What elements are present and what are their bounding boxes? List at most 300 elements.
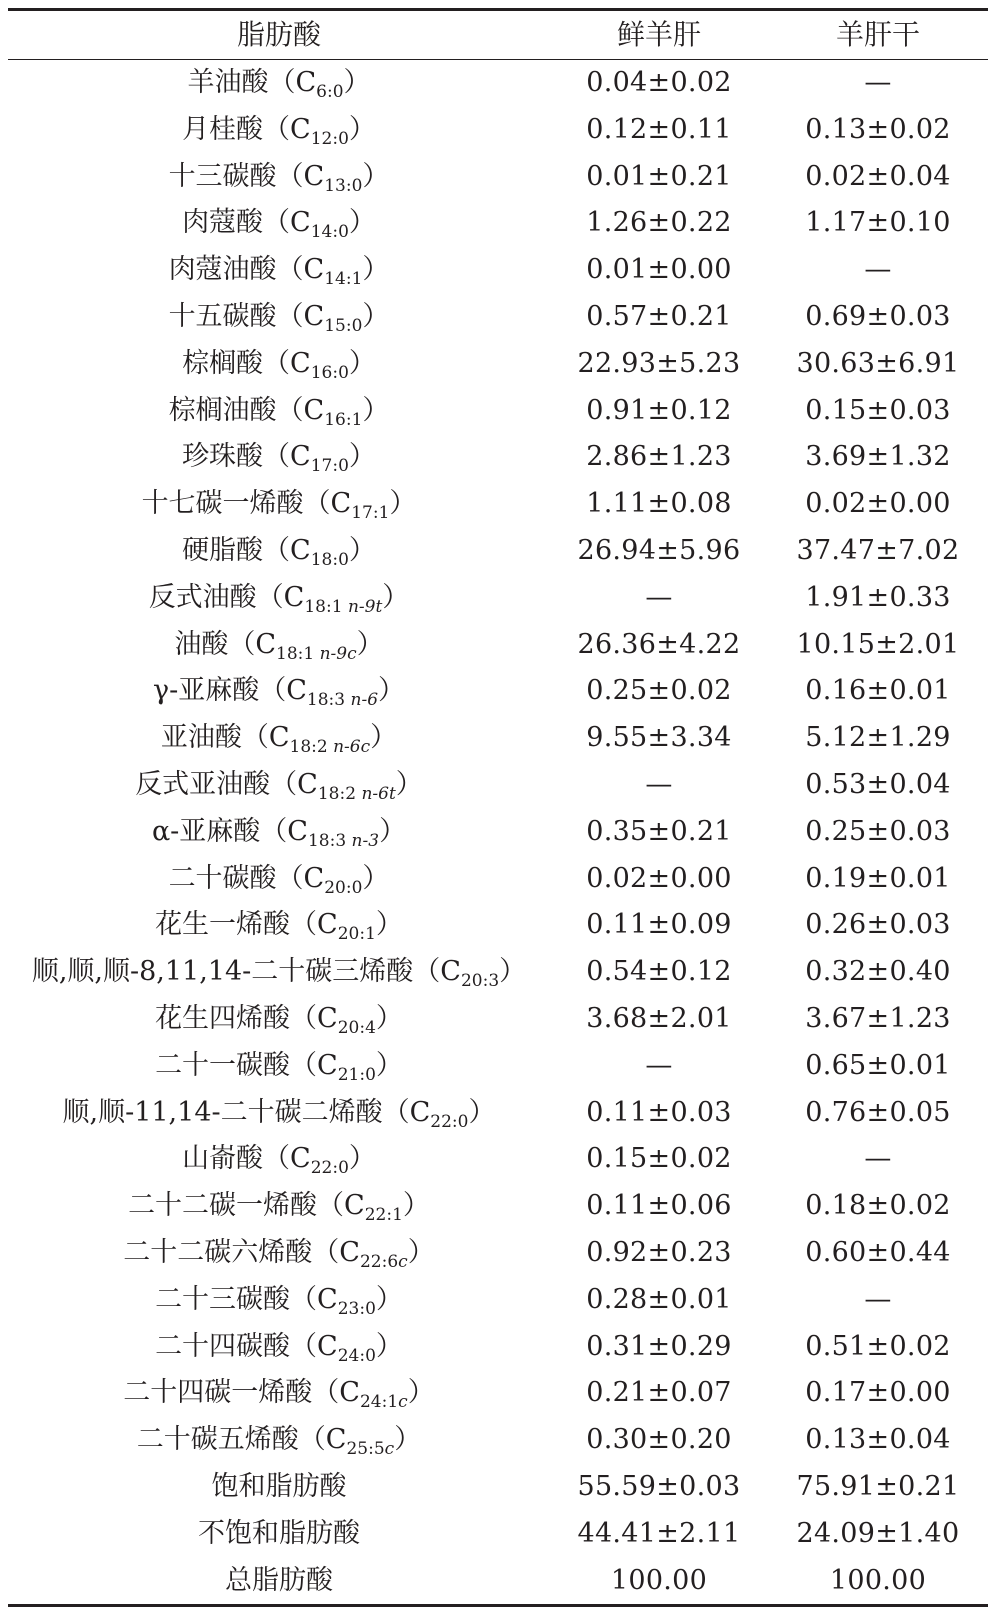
formula-subscript	[460, 956, 500, 992]
fatty-acid-name-cell	[8, 1370, 550, 1417]
formula-sub	[338, 924, 376, 944]
formula-sub-number: 20:1	[337, 924, 376, 945]
closing-paren: ）	[348, 1143, 376, 1175]
formula-sub-number: 16:1	[324, 409, 363, 430]
table-row	[8, 200, 988, 247]
formula-sub	[338, 1018, 376, 1038]
closing-paren: ）	[395, 768, 423, 800]
dried-liver-value: 0.15±0.03	[805, 394, 951, 426]
fresh-liver-value: 1.11±0.08	[586, 488, 732, 520]
closing-paren: ）	[348, 441, 376, 473]
fatty-acid-name: 十三碳酸（C	[168, 160, 325, 192]
fatty-acid-name: 棕榈油酸（C	[168, 394, 325, 426]
fatty-acid-name: 硬脂酸（C	[182, 534, 311, 566]
closing-paren: ）	[375, 1330, 403, 1362]
dried-liver-value: —	[864, 1143, 892, 1175]
formula-sub	[338, 1299, 376, 1319]
formula-subscript	[310, 348, 349, 383]
formula-subscript	[359, 1237, 408, 1272]
fresh-liver-value: 0.35±0.21	[586, 815, 732, 847]
formula-sub	[311, 456, 349, 476]
formula-sub	[461, 971, 499, 991]
formula-subscript	[351, 488, 390, 524]
table-row	[8, 294, 988, 341]
dried-liver-value: —	[864, 67, 892, 98]
formula-subscript	[310, 207, 349, 243]
fresh-liver-value: 100.00	[610, 1564, 708, 1596]
formula-sub-number: 18:0	[310, 549, 349, 570]
closing-paren: ）	[348, 113, 376, 145]
fresh-liver-value: 55.59±0.03	[577, 1470, 741, 1502]
table-row	[8, 902, 988, 949]
formula-sub	[430, 1112, 468, 1132]
fatty-acid-name-cell	[8, 996, 550, 1043]
formula-sub	[307, 690, 378, 710]
formula-sub	[318, 784, 396, 804]
closing-paren: ）	[348, 534, 376, 566]
closing-paren: ）	[370, 722, 398, 754]
header-dried-liver: 羊肝干	[835, 18, 920, 51]
formula-sub	[311, 1158, 349, 1178]
fatty-acid-name: γ-亚麻酸（C	[152, 675, 307, 707]
formula-sub-number: 22:1	[364, 1205, 403, 1226]
fresh-liver-value: 0.01±0.00	[586, 254, 732, 286]
closing-paren: ）	[378, 675, 406, 707]
fatty-acid-name-cell	[8, 60, 550, 107]
fatty-acid-name: 油酸（C	[174, 628, 277, 660]
fatty-acid-name: 顺,顺-11,14-二十碳二烯酸（C	[62, 1096, 431, 1128]
fatty-acid-name: 二十四碳一烯酸（C	[123, 1377, 360, 1409]
formula-sub-number: 20:0	[324, 877, 363, 898]
fatty-acid-name-cell	[8, 1090, 550, 1137]
formula-sub-italic: n-9c	[319, 643, 357, 664]
fresh-liver-value: 0.04±0.02	[586, 67, 732, 98]
table-row	[8, 388, 988, 435]
formula-subscript	[337, 1050, 376, 1085]
closing-paren: ）	[379, 815, 407, 847]
fatty-acid-name-cell	[8, 902, 550, 949]
closing-paren: ）	[356, 628, 384, 660]
fatty-acid-name-cell	[8, 668, 550, 715]
formula-sub	[276, 644, 357, 664]
fatty-acid-name-cell	[8, 1511, 550, 1558]
formula-sub	[360, 1392, 408, 1412]
formula-sub-number: 14:0	[310, 222, 349, 243]
fatty-acid-name: 花生四烯酸（C	[155, 1002, 338, 1034]
fatty-acid-name-cell	[8, 1324, 550, 1371]
fresh-liver-value: —	[645, 768, 673, 800]
closing-paren: ）	[362, 862, 390, 894]
formula-subscript	[430, 1097, 469, 1132]
fatty-acid-name: 山嵛酸（C	[182, 1143, 311, 1175]
table-row	[8, 1136, 988, 1183]
formula-sub	[324, 410, 362, 430]
formula-sub	[311, 550, 349, 570]
formula-sub-number: 22:0	[430, 1111, 469, 1132]
fatty-acid-name-cell	[8, 762, 550, 809]
fatty-acid-name: 总脂肪酸	[225, 1564, 333, 1596]
fresh-liver-value: 0.11±0.06	[586, 1190, 732, 1222]
fatty-acid-name-cell	[8, 481, 550, 528]
fatty-acid-name-cell	[8, 1558, 550, 1606]
fatty-acid-name-cell	[8, 1277, 550, 1324]
closing-paren: ）	[407, 1236, 435, 1268]
fatty-acid-name-cell	[8, 154, 550, 201]
formula-sub-number: 16:0	[310, 362, 349, 383]
table-row	[8, 154, 988, 201]
formula-sub-italic: n-6c	[333, 737, 371, 758]
formula-sub-number: 18:2	[317, 783, 362, 804]
formula-subscript	[324, 254, 363, 290]
dried-liver-value: 3.69±1.32	[805, 441, 951, 473]
dried-liver-value: 0.19±0.01	[805, 862, 951, 894]
fresh-liver-value: 0.12±0.11	[586, 113, 732, 145]
formula-sub	[351, 503, 389, 523]
dried-liver-value: 0.32±0.40	[805, 956, 951, 988]
formula-sub-italic: n-6t	[361, 783, 396, 804]
closing-paren: ）	[362, 254, 390, 286]
fresh-liver-value: 0.31±0.29	[586, 1330, 732, 1362]
formula-sub-number: 18:2	[289, 737, 334, 758]
dried-liver-value: 24.09±1.40	[796, 1517, 960, 1549]
fatty-acid-name: 二十三碳酸（C	[155, 1283, 338, 1315]
dried-liver-value: —	[864, 1283, 892, 1315]
fatty-acid-name-cell	[8, 809, 550, 856]
fatty-acid-name: 反式油酸（C	[148, 581, 305, 613]
formula-sub	[338, 1346, 376, 1366]
fresh-liver-value: 0.01±0.21	[586, 160, 732, 192]
table-row	[8, 809, 988, 856]
formula-subscript	[324, 863, 363, 898]
fatty-acid-name-cell	[8, 294, 550, 341]
formula-subscript	[324, 395, 363, 430]
formula-sub	[324, 176, 362, 196]
formula-sub	[324, 316, 362, 336]
formula-sub-number: 18:3	[306, 690, 351, 711]
dried-liver-value: 0.69±0.03	[805, 300, 951, 332]
formula-sub	[304, 597, 382, 617]
fresh-liver-value: 0.21±0.07	[586, 1377, 732, 1409]
fresh-liver-value: 0.15±0.02	[586, 1143, 732, 1175]
formula-sub-number: 12:0	[310, 128, 349, 149]
header-row	[8, 10, 988, 60]
formula-subscript	[307, 816, 380, 851]
table-row	[8, 622, 988, 669]
fatty-acid-name-cell	[8, 622, 550, 669]
table-row	[8, 996, 988, 1043]
formula-subscript	[346, 1424, 395, 1460]
table-row	[8, 1417, 988, 1464]
table-row	[8, 1370, 988, 1417]
formula-sub	[324, 269, 362, 289]
fatty-acid-name: 顺,顺,顺-8,11,14-二十碳三烯酸（C	[31, 956, 461, 988]
dried-liver-value: 0.17±0.00	[805, 1377, 951, 1409]
table-row	[8, 481, 988, 528]
fatty-acid-name: α-亚麻酸（C	[151, 815, 308, 847]
formula-sub-number: 18:3	[307, 830, 352, 851]
fatty-acid-name: 羊油酸（C	[187, 67, 317, 98]
table-row	[8, 1090, 988, 1137]
fresh-liver-value: 0.30±0.20	[586, 1424, 732, 1456]
closing-paren: ）	[343, 67, 371, 98]
dried-liver-value: 0.13±0.02	[805, 113, 951, 145]
fatty-acid-name-cell	[8, 715, 550, 762]
formula-sub-number: 18:1	[276, 643, 320, 664]
fatty-acid-name-cell	[8, 341, 550, 388]
formula-subscript	[364, 1190, 403, 1226]
dried-liver-value: 0.53±0.04	[805, 768, 951, 800]
table-row	[8, 1043, 988, 1090]
closing-paren: ）	[362, 300, 390, 332]
formula-sub-number: 20:4	[337, 1017, 376, 1038]
dried-liver-value: 3.67±1.23	[805, 1002, 951, 1034]
fatty-acid-name: 珍珠酸（C	[182, 441, 311, 473]
fatty-acid-name: 不饱和脂肪酸	[198, 1517, 360, 1549]
fatty-acid-name-cell	[8, 1464, 550, 1511]
fresh-liver-value: 0.02±0.00	[586, 862, 732, 894]
fatty-acid-name-cell	[8, 1417, 550, 1464]
dried-liver-value: 75.91±0.21	[796, 1470, 960, 1502]
closing-paren: ）	[402, 1190, 430, 1222]
fresh-liver-value: 1.26±0.22	[586, 207, 732, 239]
formula-sub-number: 17:1	[351, 503, 390, 524]
dried-liver-value: 0.76±0.05	[805, 1096, 951, 1128]
formula-sub-number: 22:6	[359, 1251, 399, 1272]
dried-liver-value: 0.51±0.02	[805, 1330, 951, 1362]
fatty-acid-name-cell	[8, 200, 550, 247]
formula-sub-italic: n-3	[351, 830, 380, 851]
table-row	[8, 1277, 988, 1324]
dried-liver-value: 0.25±0.03	[805, 815, 951, 847]
table-row	[8, 1558, 988, 1606]
dried-liver-value: 0.65±0.01	[805, 1049, 951, 1081]
formula-subscript	[337, 1331, 376, 1366]
formula-subscript	[310, 441, 349, 477]
table-row	[8, 856, 988, 903]
fatty-acid-name: 二十一碳酸（C	[155, 1049, 338, 1081]
fatty-acid-name-cell	[8, 247, 550, 294]
closing-paren: ）	[468, 1096, 496, 1128]
table-row	[8, 434, 988, 481]
fatty-acid-name: 月桂酸（C	[182, 113, 311, 145]
fatty-acid-name: 肉蔻酸（C	[182, 207, 311, 239]
dried-liver-value: —	[864, 254, 892, 286]
formula-subscript	[310, 1143, 349, 1179]
formula-sub-number: 24:0	[337, 1345, 376, 1366]
fatty-acid-name-cell	[8, 1136, 550, 1183]
formula-sub	[311, 129, 349, 149]
formula-sub	[346, 1439, 394, 1459]
formula-sub-number: 14:1	[324, 269, 363, 290]
fatty-acid-name-cell	[8, 434, 550, 481]
formula-subscript	[337, 1284, 376, 1319]
closing-paren: ）	[375, 1049, 403, 1081]
formula-sub-number: 25:5	[346, 1439, 385, 1460]
fatty-acid-name: 十五碳酸（C	[168, 300, 325, 332]
formula-subscript	[289, 722, 371, 758]
formula-sub-number: 13:0	[324, 175, 363, 196]
dried-liver-value: 0.16±0.01	[805, 675, 951, 707]
fatty-acid-name: 十七碳一烯酸（C	[141, 488, 352, 520]
closing-paren: ）	[362, 394, 390, 426]
fresh-liver-value: 26.94±5.96	[577, 534, 741, 566]
fatty-acid-name-cell	[8, 856, 550, 903]
formula-subscript	[337, 1003, 376, 1038]
dried-liver-value: 0.13±0.04	[805, 1424, 951, 1456]
closing-paren: ）	[362, 160, 390, 192]
fresh-liver-value: 0.25±0.02	[586, 675, 732, 707]
table-row	[8, 668, 988, 715]
fresh-liver-value: 26.36±4.22	[577, 628, 741, 660]
fatty-acid-name-cell	[8, 1183, 550, 1230]
fatty-acid-name: 二十碳五烯酸（C	[136, 1424, 347, 1456]
dried-liver-value: 10.15±2.01	[796, 628, 960, 660]
formula-sub-italic: c	[384, 1439, 395, 1460]
formula-sub-number: 18:1	[304, 596, 348, 617]
formula-sub-number: 15:0	[324, 315, 363, 336]
table-row	[8, 1511, 988, 1558]
fresh-liver-value: —	[645, 581, 673, 613]
table-header	[8, 10, 988, 60]
fatty-acid-name: 二十二碳六烯酸（C	[123, 1236, 360, 1268]
dried-liver-value: 1.91±0.33	[805, 581, 951, 613]
closing-paren: ）	[499, 956, 527, 988]
closing-paren: ）	[348, 207, 376, 239]
formula-sub	[360, 1252, 408, 1272]
fatty-acid-name-cell	[8, 949, 550, 996]
fatty-acid-name-cell	[8, 1043, 550, 1090]
closing-paren: ）	[394, 1424, 422, 1456]
fresh-liver-value: 0.54±0.12	[586, 956, 732, 988]
fatty-acid-name: 肉蔻油酸（C	[168, 254, 325, 286]
dried-liver-value: 0.02±0.00	[805, 488, 951, 520]
formula-sub	[324, 878, 362, 898]
formula-sub	[290, 737, 371, 757]
formula-subscript	[306, 675, 379, 711]
fatty-acid-name: 反式亚油酸（C	[135, 768, 318, 800]
formula-sub-number: 24:1	[359, 1392, 399, 1413]
table-row	[8, 1183, 988, 1230]
table-row	[8, 528, 988, 575]
formula-subscript	[316, 67, 344, 102]
formula-subscript	[310, 535, 349, 570]
fresh-liver-value: 22.93±5.23	[577, 347, 741, 379]
table-row	[8, 715, 988, 762]
formula-sub-italic: c	[398, 1251, 408, 1272]
closing-paren: ）	[375, 1283, 403, 1315]
formula-sub	[308, 831, 379, 851]
table-row	[8, 247, 988, 294]
formula-sub-italic: n-9t	[347, 596, 383, 617]
table-row	[8, 1324, 988, 1371]
formula-sub-number: 6:0	[316, 82, 344, 102]
fatty-acid-table	[8, 8, 988, 1607]
formula-sub	[311, 363, 349, 383]
dried-liver-value: 0.18±0.02	[805, 1190, 951, 1222]
fatty-acid-name-cell	[8, 388, 550, 435]
closing-paren: ）	[375, 909, 403, 941]
formula-subscript	[337, 909, 376, 945]
formula-sub	[365, 1205, 403, 1225]
fatty-acid-name-cell	[8, 1230, 550, 1277]
fatty-acid-name: 饱和脂肪酸	[211, 1470, 347, 1502]
fatty-acid-name-cell	[8, 528, 550, 575]
fresh-liver-value: 0.91±0.12	[586, 394, 732, 426]
fresh-liver-value: 44.41±2.11	[577, 1517, 741, 1549]
fresh-liver-value: —	[645, 1049, 673, 1081]
fatty-acid-name-cell	[8, 575, 550, 622]
dried-liver-value: 0.60±0.44	[805, 1236, 951, 1268]
dried-liver-value: 5.12±1.29	[805, 722, 951, 754]
closing-paren: ）	[407, 1377, 435, 1409]
fresh-liver-value: 0.11±0.09	[586, 909, 732, 941]
formula-sub	[316, 82, 343, 102]
dried-liver-value: 100.00	[829, 1564, 927, 1596]
table-row	[8, 60, 988, 107]
fresh-liver-value: 2.86±1.23	[586, 441, 732, 473]
formula-sub-italic: c	[398, 1392, 408, 1413]
dried-liver-value: 1.17±0.10	[805, 207, 951, 239]
formula-sub	[311, 222, 349, 242]
formula-sub-number: 17:0	[310, 456, 349, 477]
closing-paren: ）	[375, 1002, 403, 1034]
formula-sub-italic: n-6	[350, 690, 379, 711]
closing-paren: ）	[382, 581, 410, 613]
dried-liver-value: 30.63±6.91	[796, 347, 960, 379]
formula-sub	[338, 1065, 376, 1085]
dried-liver-value: 0.02±0.04	[805, 160, 951, 192]
header-fresh-liver: 鲜羊肝	[616, 18, 701, 51]
formula-subscript	[310, 114, 349, 149]
fresh-liver-value: 0.57±0.21	[586, 300, 732, 332]
fatty-acid-name: 二十四碳酸（C	[155, 1330, 338, 1362]
closing-paren: ）	[389, 488, 417, 520]
fresh-liver-value: 3.68±2.01	[586, 1002, 732, 1034]
formula-sub-number: 21:0	[337, 1064, 376, 1085]
table-row	[8, 949, 988, 996]
table-row	[8, 1464, 988, 1511]
formula-sub-number: 22:0	[310, 1158, 349, 1179]
fresh-liver-value: 0.11±0.03	[586, 1096, 732, 1128]
formula-subscript	[317, 769, 396, 804]
fatty-acid-name: 亚油酸（C	[160, 722, 290, 754]
fresh-liver-value: 0.28±0.01	[586, 1283, 732, 1315]
fatty-acid-name: 花生一烯酸（C	[155, 909, 338, 941]
fatty-acid-name: 二十二碳一烯酸（C	[128, 1190, 365, 1222]
table-row	[8, 575, 988, 622]
table-row	[8, 1230, 988, 1277]
formula-sub-number: 23:0	[337, 1298, 376, 1319]
dried-liver-value: 37.47±7.02	[796, 534, 960, 566]
table-row	[8, 762, 988, 809]
fresh-liver-value: 9.55±3.34	[586, 722, 732, 754]
closing-paren: ）	[348, 347, 376, 379]
formula-subscript	[324, 161, 363, 196]
formula-subscript	[304, 582, 383, 617]
dried-liver-value: 0.26±0.03	[805, 909, 951, 941]
formula-subscript	[324, 301, 363, 336]
table-row	[8, 107, 988, 154]
formula-subscript	[359, 1377, 408, 1413]
fatty-acid-name: 棕榈酸（C	[182, 347, 311, 379]
formula-sub-number: 20:3	[460, 971, 500, 992]
formula-subscript	[276, 629, 357, 664]
fatty-acid-name: 二十碳酸（C	[168, 862, 325, 894]
fresh-liver-value: 0.92±0.23	[586, 1236, 732, 1268]
fatty-acid-name-cell	[8, 107, 550, 154]
table-row	[8, 341, 988, 388]
table-body	[8, 60, 988, 1606]
